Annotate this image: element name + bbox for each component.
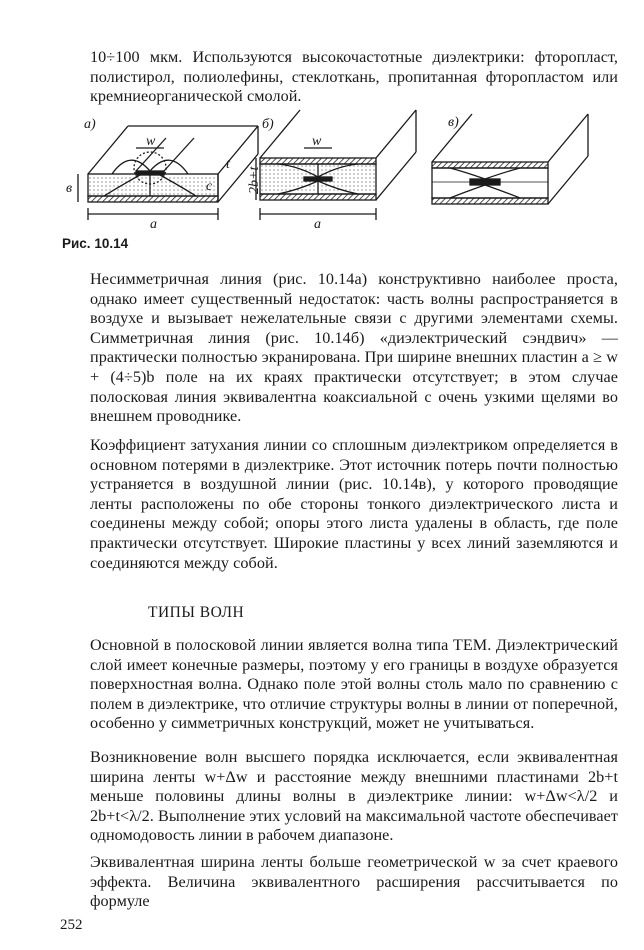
- paragraph-attenuation: Коэффициент затухания линии со сплошным диэлектриком определяется в основном потерями в диэлектрике. Этот источник потерь почти полностью устраняется в воздушной линии (рис. 10.14в), у которого проводящие ленты расположены по обе стороны тонкого диэлектрического листа и соединены между собой; опоры этого листа удалены в область, где поле практически отсутствует. Широкие пластины у всех линий заземляются и соединяются между собой.: [90, 436, 618, 572]
- panel-b-label: б): [262, 117, 274, 132]
- paragraph-tem-wave: Основной в полосковой линии является волна типа ТЕМ. Диэлектрический слой имеет конечные размеры, поэтому у его границы в воздухе образуется поверхностная волна. Однако поле этой волны столь мало по сравнению с полем в диэлектрике, что отличие структуры волны в линии от поперечной, особенно у симметричных конструкций, может не учитываться.: [90, 636, 618, 733]
- page-number: 252: [60, 917, 83, 933]
- section-heading: ТИПЫ ВОЛН: [148, 604, 245, 621]
- top-paragraph: 10÷100 мкм. Используются высокочастотные диэлектрики: фторопласт, полистирол, полиолефины, стеклоткань, пропитанная фторопластом или кремниеорганической смолой.: [90, 48, 618, 106]
- label-w-b: w: [312, 134, 322, 149]
- label-c-a: c: [206, 179, 213, 194]
- label-2bt: 2b+t: [247, 166, 262, 194]
- panel-a-diagram: [66, 117, 258, 232]
- panel-b-diagram: [247, 110, 416, 232]
- label-w-a: w: [146, 134, 156, 149]
- label-b-a: в: [66, 181, 73, 196]
- label-a-b: a: [314, 217, 321, 232]
- label-t-a: t: [226, 157, 230, 172]
- panel-c-label: в): [448, 115, 459, 130]
- paragraph-higher-modes: Возникновение волн высшего порядка исключается, если эквивалентная ширина ленты w+Δw и расстояние между внешними пластинами 2b+t меньше половины длины волны в диэлектрике линии: w+Δw<λ/2 и 2b+t<λ/2. Выполнение этих условий на максимальной частоте обеспечивает одномодовость линии в рабочем диапазоне.: [90, 748, 618, 845]
- label-a-a: a: [150, 217, 157, 232]
- paragraph-equivalent-width: Эквивалентная ширина ленты больше геометрической w за счет краевого эффекта. Величина эквивалентного расширения рассчитывается по формуле: [90, 853, 618, 911]
- stripline-diagrams: [60, 108, 630, 233]
- panel-a-label: а): [84, 117, 96, 132]
- panel-c-diagram: [432, 114, 588, 204]
- paragraph-asymmetric-line: Несимметричная линия (рис. 10.14а) конструктивно наиболее проста, однако имеет существенный недостаток: часть волны распространяется в воздухе и вызывает нежелательные связи с другими элементами схемы. Симметричная линия (рис. 10.14б) «диэлектрический сэндвич» — практически полностью экранирована. При ширине внешних пластин a ≥ w + (4÷5)b поле на их краях практически отсутствует; в этом случае полосковая линия эквивалентна коаксиальной с очень узкими щелями во внешнем проводнике.: [90, 270, 618, 426]
- figure-caption: Рис. 10.14: [62, 236, 129, 251]
- figure-10-14: [60, 108, 630, 233]
